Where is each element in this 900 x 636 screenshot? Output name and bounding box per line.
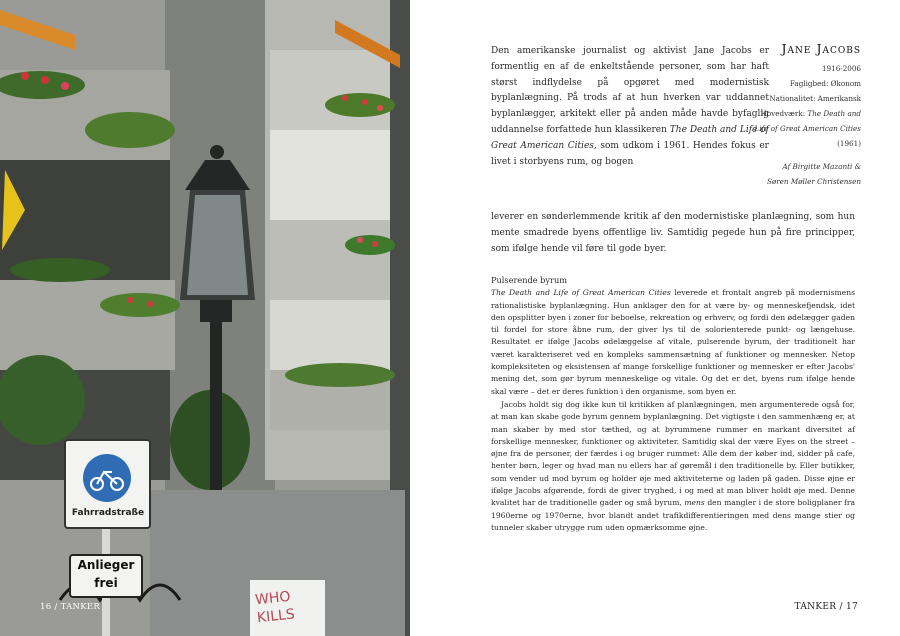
- anlieger-sign-line2: frei: [94, 576, 118, 590]
- intro-paragraph: [491, 44, 769, 170]
- intro-text-after-title: , som udkom i 1961. Hendes fokus er livet i storbyens rum, og bogen: [491, 140, 769, 167]
- page-number-right: TANKER / 17: [794, 602, 858, 612]
- intro-book-title: The Death and Life of Great American Cities: [491, 124, 769, 151]
- main-work-prefix: Hovedværk:: [760, 109, 808, 118]
- profile-nationality: Nationalitet: Amerikansk: [769, 94, 861, 103]
- intro-text-before-title: Den amerikanske journalist og aktivist Jane Jacobs er formentlig en af de enkeltstående personer, som har haft størst indflydelse på opgøret med modernistisk byplanlægning. På trods af at hun hverken var uddannet byplanlægger, arkitekt eller på anden måde havde byfaglig uddannelse forfattede hun klassikeren: [491, 46, 769, 135]
- page-number-left: 16 / TANKER: [40, 602, 101, 612]
- main-work-year: (1961): [837, 139, 861, 148]
- section-paragraph-2-end: den mangler i de store boligplaner fra 1960erne og 1970erne, hvor blandt andet trafikdifferentieringen med dens mange stier og tunneler skaber utrygge rum uden opmærksomme øjne.: [491, 498, 856, 532]
- graffiti-text: WHO KILLS: [254, 588, 296, 627]
- bike-sign-label: Fahrradstraße: [71, 508, 145, 518]
- section-pulserende-byrum: [491, 274, 855, 534]
- authors-line1: Af Birgitte Mazanti &: [782, 162, 861, 171]
- street-photo-illustration: [0, 0, 410, 636]
- section-paragraph-2-italic: mens: [684, 498, 705, 508]
- section-paragraph-2: [491, 399, 855, 534]
- profile-field: Fagligbed: Økonom: [789, 79, 861, 88]
- text-page: [412, 0, 900, 636]
- street-photo: [0, 0, 410, 636]
- profile-name: Jane Jacobs: [781, 41, 861, 56]
- anlieger-sign-line1: Anlieger: [77, 558, 135, 572]
- section-paragraph-1: [491, 287, 855, 398]
- section-paragraph-1-text: leverede et frontalt angreb på modernismens rationalistiske byplanlægning. Hun anklager den for at være by- og menneskefjendsk, idet den opsplitter byen i zoner for beboelse, rekreation og erhverv, og fordi den ødelægger gaden til fordel for store åbne rum, der giver lys til de solorienterede punkt- og længehuse. Resultatet er ifølge Jacobs ødelæggelse af vitale, pulserende byrum, der traditionelt har været karakteriseret ved en kompleks sammensætning af funktioner og mennesker. Netop kompleksiteten og eksistensen af mange forskellige funktioner og mennesker er efter Jacobs' mening det, som gør byrum menneskelige og vitale. Og det er det, byens rum ifølge hende skal være – det er deres funktion i den organisme, som byen er.: [491, 288, 855, 396]
- authors-line2: Søren Møller Christensen: [766, 177, 861, 186]
- section-paragraph-2-text: Jacobs holdt sig dog ikke kun til kritikken af planlægningen, men argumenterede også for, at man kan skabe gode byrum gennem byplanlægning. Det vigtigste i den sammenhæng er, at man skaber by med stor tæthed, og at byrummene rummer en markant diversitet af forskellige mennesker, funktioner og aktiviteter. Samtidig skal der være Eyes on the street – øjne fra de personer, der færdes i og bruger rummet: Alle dem der køber ind, sidder på cafe, henter børn, leger og hvad man nu ellers har af gøremål i den traditionelle by. Eller butikker, som vender ud mod byrum og holder øje med aktiviteterne og laden på gaden. Disse øjne er ifølge Jacobs afgørende, fordi de giver tryghed, i og med at man bliver holdt øje med. Denne kvalitet har de traditionelle gader og små byrum,: [491, 399, 855, 508]
- main-work-title: The Death and Life of Great American Cities: [754, 109, 861, 133]
- profile-years: 1916-2006: [821, 64, 861, 73]
- section-heading: Pulserende byrum: [491, 275, 567, 285]
- intro-paragraph-continued: leverer en sønderlemmende kritik af den modernistiske planlægning, som hun mente smadrede byens offentlige liv. Samtidig pegede hun på fire principper, som ifølge hende vil føre til gode byer.: [491, 212, 855, 254]
- section-book-title: The Death and Life of Great American Cities: [491, 288, 671, 298]
